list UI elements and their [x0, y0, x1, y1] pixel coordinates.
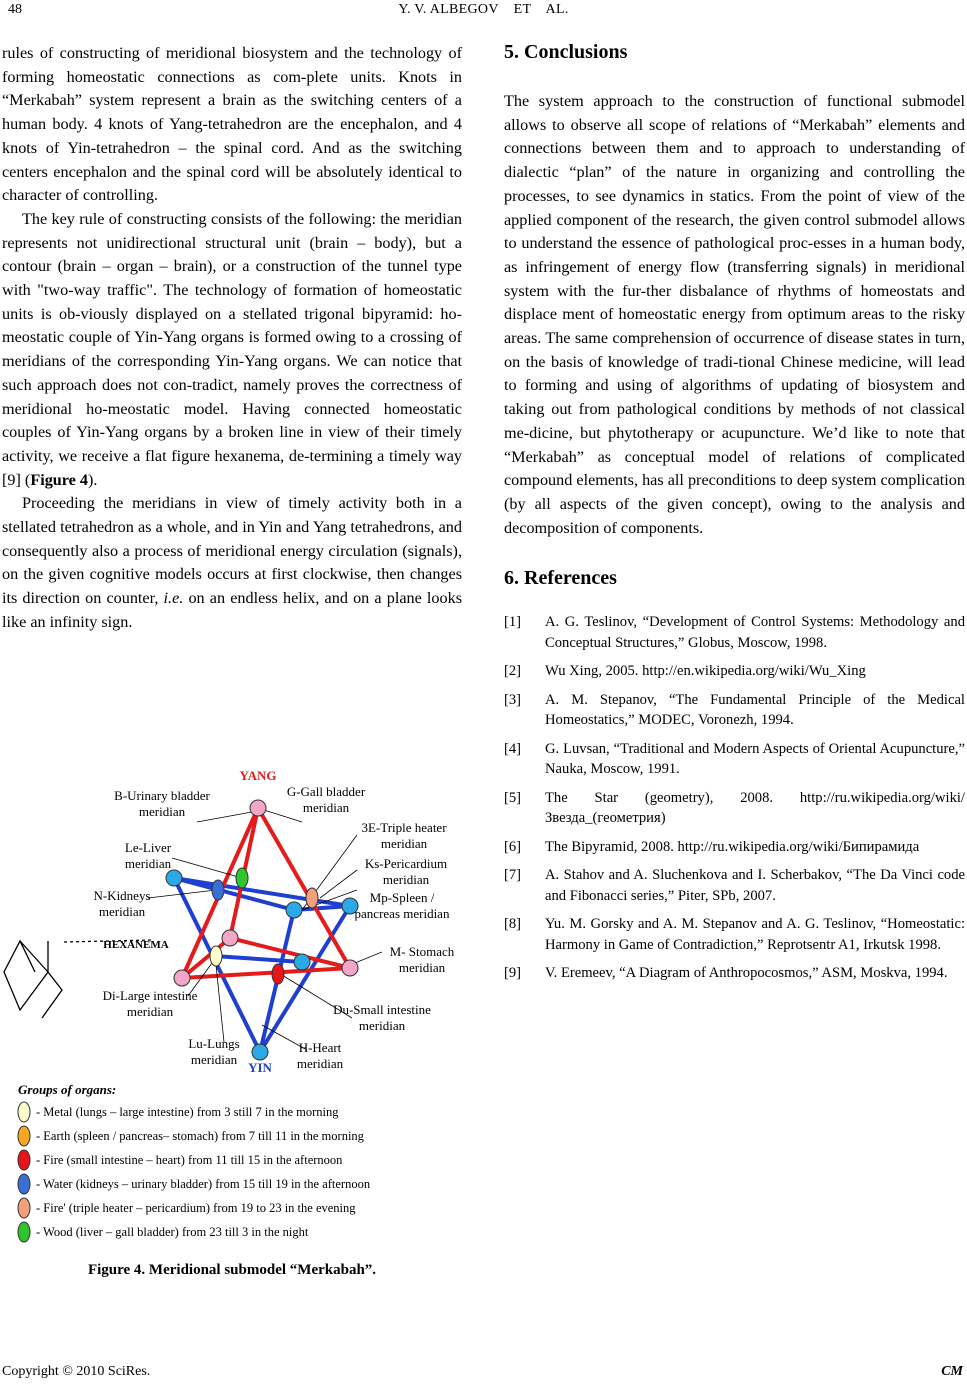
urinary-bladder-label: B-Urinary bladder	[114, 788, 210, 803]
small-intestine-label: meridian	[358, 1018, 406, 1033]
reference-item	[504, 661, 965, 682]
journal-abbrev: CM	[941, 1364, 963, 1379]
gall-bladder-label: meridian	[302, 800, 350, 815]
merkabah-figure	[2, 760, 462, 1252]
group-label: - Fire (small intestine – heart) from 11 till 15 in the afternoon	[36, 1153, 343, 1167]
group-swatch	[18, 1198, 30, 1218]
reference-item	[504, 739, 965, 780]
references-list	[504, 612, 965, 984]
reference-text: The Bipyramid, 2008. http://ru.wikipedia.org/wiki/Бипирамида	[545, 838, 920, 855]
reference-text: G. Luvsan, “Traditional and Modern Aspects of Oriental Acupuncture,” Nauka, Moscow, 1991.	[545, 740, 965, 778]
hexanema-label: HEXANEMA	[103, 939, 169, 951]
group-swatch	[18, 1102, 30, 1122]
reference-number: [3]	[504, 691, 522, 708]
reference-number: [2]	[504, 663, 522, 680]
pericardium-label: Ks-Pericardium	[364, 856, 448, 871]
triple-heater-label: meridian	[380, 836, 428, 851]
urinary-bladder-label: meridian	[138, 804, 186, 819]
kidneys-label: meridian	[98, 904, 146, 919]
paragraph	[2, 492, 462, 634]
spleen-label: pancreas meridian	[354, 906, 450, 921]
yang-label: YANG	[239, 768, 277, 783]
paragraph-text: on an endless helix, and on a plane looks like an infinity sign.	[2, 589, 462, 631]
reference-number: [8]	[504, 916, 522, 933]
reference-text: A. Stahov and A. Sluchenkova and I. Scherbakov, “The Da Vinci code and Fibonacci series,” Piter, SPb, 2007.	[545, 867, 965, 904]
running-title: Y. V. ALBEGOV ET AL.	[398, 2, 569, 17]
reference-text: A. G. Teslinov, “Development of Control Systems: Methodology and Conceptual Structures,” Globus, Moscow, 1998.	[545, 614, 965, 651]
large-intestine-label: Di-Large intestine	[102, 988, 198, 1003]
lungs-label: Lu-Lungs	[188, 1036, 240, 1051]
reference-number: [9]	[504, 965, 522, 982]
group-swatch	[18, 1174, 30, 1194]
reference-item	[504, 788, 965, 829]
ie-text: i.e.	[163, 589, 184, 608]
heart-label: H-Heart	[298, 1040, 342, 1055]
references-heading: 6. References	[504, 567, 617, 590]
large-intestine-label: meridian	[126, 1004, 174, 1019]
reference-number: [1]	[504, 614, 522, 631]
merkabah-diagram	[2, 760, 462, 1252]
left-column	[2, 42, 462, 635]
reference-number: [7]	[504, 867, 522, 884]
pericardium-label: meridian	[382, 872, 430, 887]
triple-heater-label: 3E-Triple heater	[361, 820, 447, 835]
stomach-label: meridian	[398, 960, 446, 975]
paragraph-text: Proceeding the meridians in view of timely activity both in a stellated tetrahedron as a whole, and in Yin and Yang tetrahedrons, and consequently also a process of meridional energy circulation (signals), on the given cognitive models occurs at first clockwise, then changes its direction on counter,	[2, 494, 462, 608]
spleen-label: Mp-Spleen /	[369, 890, 435, 905]
paragraph	[2, 208, 462, 492]
reference-item	[504, 837, 965, 858]
stomach-label: M- Stomach	[389, 944, 455, 959]
reference-item	[504, 612, 965, 653]
reference-text: V. Eremeev, “A Diagram of Anthropocosmos,” ASM, Moskva, 1994.	[545, 965, 948, 982]
groups-legend	[18, 1102, 371, 1242]
reference-text: A. M. Stepanov, “The Fundamental Principle of the Medical Homeostatics,” MODEC, Voronezh, 1994.	[545, 691, 965, 729]
conclusions-paragraph: The system approach to the construction of functional submodel allows to observe all scope of relations of “Merkabah” elements and connections between them and to approach to understanding of dialectic “plan” of the nature in organizing and controlling the processes, to see dynamics in statics. From the point of view of the applied component of the research, the given control submodel allows to understand the essence of pathological proc-esses in a human body, as infringement of energy flow (transferring signals) in meridional system with the fur-ther disbalance of rhythms of homeostats and displace ment of homeostatic energy from optimum areas to the risky areas. The same comprehension of occurrence of disease states in turn, on the basis of knowledge of tradi-tional Chinese medicine, will lead to forming and using of algorithms of updating of biosystem and taking out from pathological conditions by methods of not classical me-dicine, but phytotherapy or acupuncture. We’d like to note that “Merkabah” as conceptual model of relations of complicated compound elements, has all preconditions to deep system complication (by all aspects of the given concept), owing to the analysis and decomposition of components.	[504, 92, 965, 537]
group-swatch	[18, 1126, 30, 1146]
paragraph-text: ).	[88, 470, 98, 489]
liver-label: meridian	[124, 856, 172, 871]
copyright: Copyright © 2010 SciRes.	[2, 1364, 151, 1379]
paragraph: rules of constructing of meridional biosystem and the technology of forming homeostatic connections as com-plete units. Knots in “Merkabah” system represent a brain as the switching centers of a human body. 4 knots of Yang-tetrahedron are the encephalon, and 4 knots of Yin-tetrahedron – the spinal cord. And as the switching centers encephalon and the spinal cord will be absolutely identical to character of controlling.	[2, 44, 462, 205]
group-label: - Earth (spleen / pancreas– stomach) from 7 till 11 in the morning	[36, 1129, 364, 1143]
small-intestine-label: Du-Small intestine	[333, 1002, 431, 1017]
group-label: - Wood (liver – gall bladder) from 23 till 3 in the night	[36, 1225, 309, 1239]
heart-label: meridian	[296, 1056, 344, 1071]
reference-item	[504, 865, 965, 906]
liver-label: Le-Liver	[124, 840, 172, 855]
figure-caption: Figure 4. Meridional submodel “Merkabah”.	[87, 1262, 377, 1278]
page-number: 48	[8, 2, 22, 17]
group-label: - Metal (lungs – large intestine) from 3 still 7 in the morning	[36, 1105, 339, 1119]
yin-label: YIN	[248, 1060, 272, 1075]
group-label: - Water (kidneys – urinary bladder) from 15 till 19 in the afternoon	[36, 1177, 371, 1191]
gall-bladder-label: G-Gall bladder	[286, 784, 366, 799]
reference-text: Yu. M. Gorsky and A. M. Stepanov and A. G. Teslinov, “Homeostatic: Harmony in Game of Contradiction,” Reprotsentr A1, Irkutsk 1998.	[545, 916, 965, 953]
lungs-label: meridian	[190, 1052, 238, 1067]
paragraph-text: The key rule of constructing consists of the following: the meridian represents not unidirectional structural unit (brain – body), but a contour (brain – organ – brain), or a construction of the tunnel type with "two-way traffic". The technology of formation of homeostatic units is ob-viously displayed on a stellated trigonal bipyramid: ho-meostatic couple of Yin-Yang organs is formed owing to a crossing of meridians of the corresponding Yin-Yang organs. We can notice that such approach does not con-tradict, namely proves the correctness of meridional ho-meostatic model. Having connected homeostatic couples of Yin-Yang organs by a broken line in view of their timely activity, we receive a flat figure hexanema, de-termining a timely way [9] (	[2, 209, 462, 489]
groups-title: Groups of organs:	[18, 1082, 117, 1097]
reference-text: Wu Xing, 2005. http://en.wikipedia.org/wiki/Wu_Xing	[545, 663, 866, 680]
figure-reference: Figure 4	[30, 470, 89, 489]
reference-number: [6]	[504, 838, 522, 855]
group-swatch	[18, 1222, 30, 1242]
group-swatch	[18, 1150, 30, 1170]
kidneys-label: N-Kidneys	[93, 888, 151, 903]
reference-item	[504, 690, 965, 731]
group-label: - Fire' (triple heater – pericardium) from 19 to 23 in the evening	[36, 1201, 356, 1215]
reference-item	[504, 963, 965, 984]
reference-text: The Star (geometry), 2008. http://ru.wikipedia.org/wiki/ Звезда_(геометрия)	[545, 789, 965, 827]
reference-number: [4]	[504, 740, 522, 757]
conclusions-heading: 5. Conclusions	[504, 41, 628, 63]
right-column	[504, 38, 965, 992]
reference-item	[504, 914, 965, 955]
reference-number: [5]	[504, 789, 522, 806]
